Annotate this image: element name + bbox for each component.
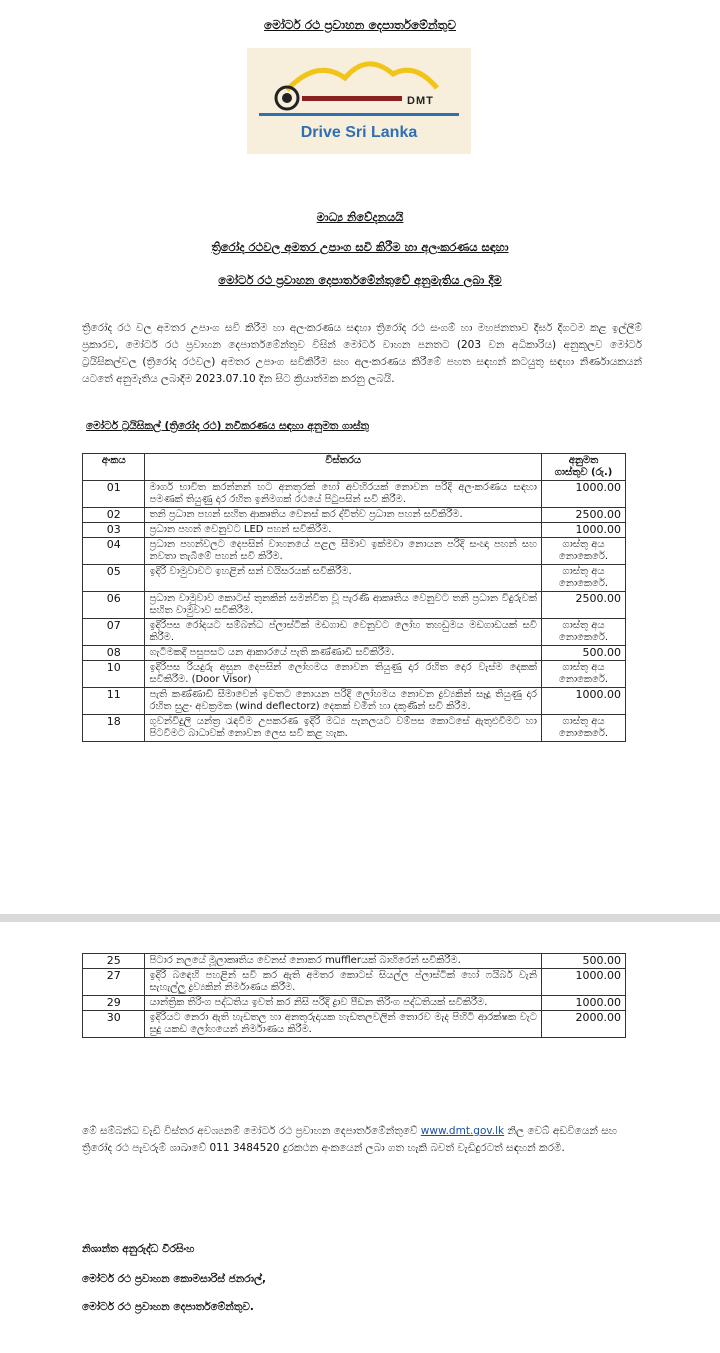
fee-table-title: මෝටර් ට්‍රයිසිකල් (ත්‍රිරෝද රථ) නවීකරණය සඳහා අනුමත ගාස්තු — [86, 420, 370, 432]
fee-table-row — [83, 619, 626, 646]
notice-heading: මාධ්‍ය නිවේදනයයි — [316, 210, 404, 224]
row-description: ඉදිරියට නෙරා ඇති හැඩතල හා අනතුරුදායක හැඩතලවලින් තොරව මැද පිහිටි ආරක්ෂක වැට සුදු යකඩ ලෝහයෙන් නිර්මාණය කිරීම. — [145, 1011, 541, 1038]
row-description: ඉදිරි බඳෙහි පහළින් සවි කර ඇති අමතර කොටස් සියල්ල ප්ලාස්ටික් හෝ ෆයිබර් වැනි සැහැල්ලු ද්‍රව්‍යකින් නිර්මාණය කිරීම. — [145, 969, 541, 996]
row-fee: 1000.00 — [541, 523, 625, 538]
row-number: 02 — [83, 508, 145, 523]
row-fee: 2500.00 — [541, 592, 625, 619]
row-number: 25 — [83, 954, 145, 969]
fee-table-continued-body — [83, 954, 626, 1038]
row-number: 11 — [83, 688, 145, 715]
row-number: 10 — [83, 661, 145, 688]
header-fee-line1: අනුමත — [568, 455, 599, 466]
logo-abbr: DMT — [407, 95, 434, 107]
row-description: ප්‍රධාන පහන් වෙනුවට LED පහන් සවිකිරීම. — [145, 523, 541, 538]
department-title: මෝටර් රථ ප්‍රවාහන දෙපාර්තමේන්තුව — [264, 18, 456, 32]
row-description: මාර්ග භාවිත කරන්නන් හට අනතුරක් හෝ අවහිරයක් නොවන පරිදි අලංකරණය සඳහා පමණක් තියුණු දාර රහිත ඉනිමගක් රථයේ පිටුපසින් සවි කිරීම. — [145, 481, 541, 508]
fee-table-header-row — [83, 454, 626, 481]
fee-table-row — [83, 523, 626, 538]
header-fee — [541, 454, 625, 481]
fee-table — [82, 453, 626, 742]
row-number: 30 — [83, 1011, 145, 1038]
notice-subheading-2: මෝටර් රථ ප්‍රවාහන දෙපාර්තමේන්තුවේ අනුමැතිය ලබා දීම — [218, 273, 502, 287]
row-number: 29 — [83, 996, 145, 1011]
row-description: යාන්ත්‍රික තිරිංග පද්ධතිය ඉවත් කර නිසි පරිදි ද්‍රාව පීඩන තිරිංග පද්ධතියක් සවිකිරීම. — [145, 996, 541, 1011]
row-fee: 500.00 — [541, 646, 625, 661]
row-number: 06 — [83, 592, 145, 619]
row-description: ප්‍රධාන පහන්වලට දෙපසින් වාහනයේ පළල සීමාව ඉක්මවා නොයන පරිදි සංඥා පහන් සහ නවතා තැබීමේ පහන් සවි කිරීම. — [145, 538, 541, 565]
header-number: අංකය — [83, 454, 145, 481]
signatory-title: මෝටර් රථ ප්‍රවාහන කොමසාරිස් ජනරාල්, — [82, 1273, 267, 1285]
row-description: ගැටීමකදී පසුපසට යන ආකාරයේ පැති කණ්ණාඩි සවිකිරීම. — [145, 646, 541, 661]
row-number: 07 — [83, 619, 145, 646]
fee-table-row — [83, 592, 626, 619]
row-fee: 1000.00 — [541, 688, 625, 715]
fee-table-row — [83, 688, 626, 715]
row-fee: ගාස්තු අය නොකෙරේ. — [541, 619, 625, 646]
fee-table-row — [83, 1011, 626, 1038]
contact-note — [82, 1123, 642, 1157]
website-link[interactable]: www.dmt.gov.lk — [420, 1125, 505, 1137]
row-number: 04 — [83, 538, 145, 565]
row-number: 27 — [83, 969, 145, 996]
row-description: ප්‍රධාන වාමුවාව කොටස් තුනකින් සමන්විත වූ පැරණි ආකෘතිය වෙනුවට තනි ප්‍රධාන විදුරුවක් සහිත වාමුවාව සවිකිරීම. — [145, 592, 541, 619]
row-fee: 2000.00 — [541, 1011, 625, 1038]
row-description: පිටාර නලයේ මූලාකෘතිය වෙනස් නොකර mufflerයක් බාහිරෙන් සවිකිරීම. — [145, 954, 541, 969]
dmt-logo — [247, 48, 471, 154]
fee-table-body — [83, 481, 626, 742]
row-number: 01 — [83, 481, 145, 508]
fee-table-row — [83, 996, 626, 1011]
fee-table-row — [83, 508, 626, 523]
header-fee-line2: ගාස්තුව (රු.) — [554, 467, 613, 478]
signatory-name: නිශාන්ත අනුරුද්ධ වීරසිංහ — [82, 1243, 195, 1255]
row-fee: 1000.00 — [541, 996, 625, 1011]
row-description: ඉදිරි වාමුවාවට ඉහළින් සන් වයිසරයක් සවිකිරීම. — [145, 565, 541, 592]
row-description: ඉදිරිපස රෝදයට සම්බන්ධ ප්ලාස්ටික් මඩගාඩ වෙනුවට ලෝහ තහඩුමය මඩගාඩයක් සවි කිරීම. — [145, 619, 541, 646]
notice-subheading: ත්‍රිරෝද රථවල අමතර උපාංග සවි කිරීම හා අලංකරණය සඳහා — [211, 240, 509, 254]
row-fee: ගාස්තු අය නොකෙරේ. — [541, 715, 625, 742]
logo-tagline: Drive Sri Lanka — [300, 124, 418, 141]
page-break-divider — [0, 914, 720, 922]
fee-table-row — [83, 661, 626, 688]
row-fee: ගාස්තු අය නොකෙරේ. — [541, 538, 625, 565]
fee-table-row — [83, 715, 626, 742]
row-fee: 1000.00 — [541, 481, 625, 508]
fee-table-row — [83, 954, 626, 969]
fee-table-row — [83, 538, 626, 565]
contact-text-after: නිල වෙබ් අඩවියෙන් සහ ත්‍රිරෝද රථ පැවරුම් ශාඛාවේ 011 3484520 දුරකථන අංකයෙන් ලබා ගත හැකි බවත් වැඩිදුරටත් සඳහන් කරමි. — [82, 1125, 618, 1154]
row-description: ඉදිරිපස රියදුරු අසුන දෙපසින් ලෝහමය නොවන තියුණු දාර රහිත දොර වැස්ම දෙකක් සවිකිරීම. (Door Visor) — [145, 661, 541, 688]
row-fee: 1000.00 — [541, 969, 625, 996]
row-number: 03 — [83, 523, 145, 538]
row-number: 18 — [83, 715, 145, 742]
row-description: ගුවන්විදුලි යන්ත්‍ර රැඳවීම උපකරණ ඉදිරි මධ්‍ය පැනලයට වම්පස කොටසේ ඇතුළුවීමට හා පිටවීමට බාධාවක් නොවන ලෙස සවි කළ හැක. — [145, 715, 541, 742]
fee-table-continued — [82, 953, 626, 1038]
header-description: විස්තරය — [145, 454, 541, 481]
row-fee: ගාස්තු අය නොකෙරේ. — [541, 661, 625, 688]
fee-table-row — [83, 646, 626, 661]
row-fee: ගාස්තු අය නොකෙරේ. — [541, 565, 625, 592]
row-fee: 500.00 — [541, 954, 625, 969]
contact-text-before: මේ සම්බන්ධ වැඩි විස්තර අවශ්‍යනම් මෝටර් රථ ප්‍රවාහන දෙපාර්තමේන්තුවේ — [82, 1125, 418, 1137]
row-number: 05 — [83, 565, 145, 592]
notice-body: ත්‍රිරෝද රථ වල අමතර උපාංග සවි කිරීම හා අලංකරණය සඳහා ත්‍රිරෝද රථ සංගම් හා මහජනතාව දීර්ඝ දිගටම කළ ඉල්ලීම් ප්‍රකාරව, මෝටර් රථ ප්‍රවාහන දෙපාර්තමේන්තුව විසින් මෝටර් වාහන පනතට (203 වන අධිකාරිය) අනුකූලව මෝටර් ට්‍රයිසිකල්වල (ත්‍රිරෝද රථවල) අමතර උපාංග සවිකිරීම සහ අලංකරණය කිරීමේ පහත සඳහන් කටයුතු සඳහා නිර්ණායකයන් යටතේ අනුමැතිය ලබාදීම 2023.07.10 දින සිට ක්‍රියාත්මක කරනු ලබයි. — [82, 322, 642, 385]
row-description: පැති කණ්ණාඩි සීමාවෙන් ඉවතට නොයන පරිදි ලෝහමය නොවන ද්‍රව්‍යකින් සෑදූ තියුණු දාර රහිත සුළං අවක්‍රමක (wind deflectorz) දෙකක් වමින් හා දකුණින් සවි කිරීම. — [145, 688, 541, 715]
row-fee: 2500.00 — [541, 508, 625, 523]
signatory-department: මෝටර් රථ ප්‍රවාහන දෙපාර්තමේන්තුව. — [82, 1301, 254, 1313]
fee-table-row — [83, 969, 626, 996]
fee-table-row — [83, 481, 626, 508]
row-description: තනි ප්‍රධාන පහන් සහිත ආකෘතිය වෙනස් කර ද්විත්ව ප්‍රධාන පහන් සවිකිරීම. — [145, 508, 541, 523]
fee-table-row — [83, 565, 626, 592]
row-number: 08 — [83, 646, 145, 661]
